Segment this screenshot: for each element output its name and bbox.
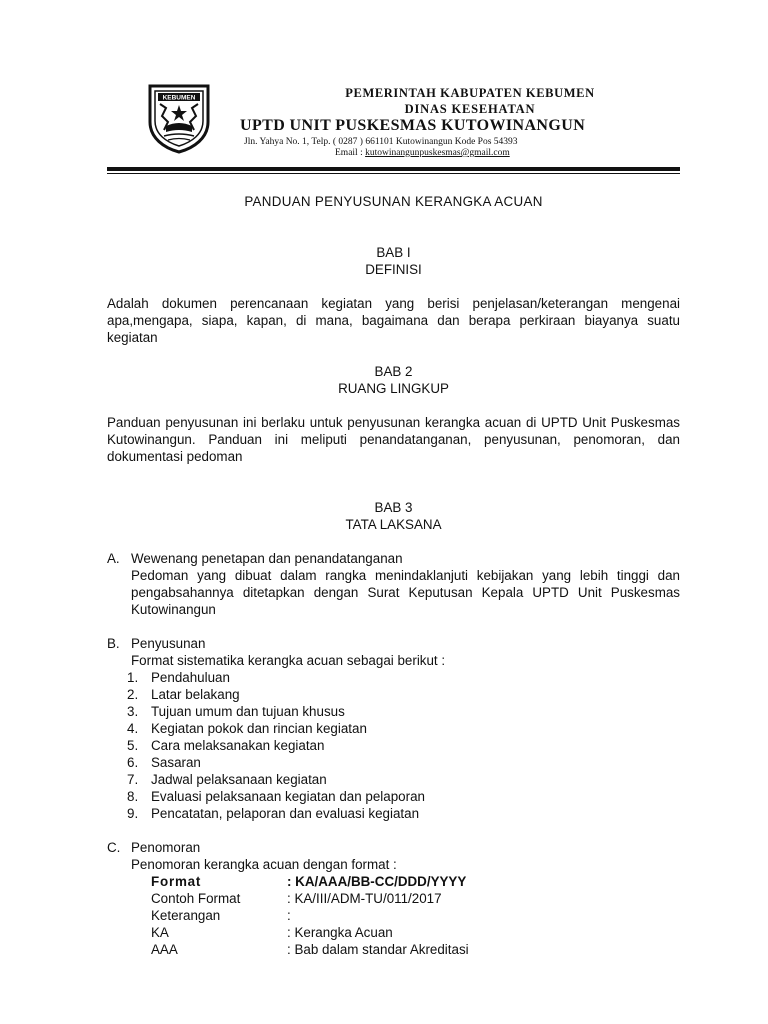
section-c [107, 839, 680, 873]
address-line: Jln. Yahya No. 1, Telp. ( 0287 ) 661101 Kutowinangun Kode Pos 54393 [244, 137, 518, 147]
kebumen-seal-icon [146, 82, 212, 154]
list-item-text: Tujuan umum dan tujuan khusus [151, 704, 345, 719]
format-value: : [287, 908, 291, 923]
list-item [107, 720, 680, 737]
government-name: PEMERINTAH KABUPATEN KEBUMEN [345, 86, 595, 100]
list-item [107, 771, 680, 788]
list-item [107, 788, 680, 805]
format-value: : KA/III/ADM-TU/011/2017 [287, 891, 442, 906]
list-item-number: 3. [127, 704, 139, 719]
list-item-number: 5. [127, 738, 139, 753]
section-a-title: Wewenang penetapan dan penandatanganan [131, 551, 403, 566]
list-item-text: Pendahuluan [151, 670, 230, 685]
list-item-text: Pencatatan, pelaporan dan evaluasi kegiatan [151, 806, 420, 821]
list-item-number: 7. [127, 772, 139, 787]
format-key: Contoh Format [151, 891, 241, 906]
list-item [107, 737, 680, 754]
institution-name: UPTD UNIT PUSKESMAS KUTOWINANGUN [240, 117, 586, 134]
bab1-paragraph: Adalah dokumen perencanaan kegiatan yang berisi penjelasan/keterangan mengenai apa,mengapa, siapa, kapan, di mana, bagaimana dan berapa perkiraan biayanya suatu kegiatan [107, 296, 680, 345]
format-row [151, 873, 680, 890]
section-b-letter: B. [107, 636, 120, 651]
letterhead-divider-thin [107, 173, 680, 174]
format-key: AAA [151, 942, 178, 957]
bab2-number: BAB 2 [374, 364, 413, 379]
seal-text: KEBUMEN [162, 94, 196, 102]
bab3-heading: TATA LAKSANA [345, 517, 442, 532]
format-row [151, 924, 680, 941]
section-c-intro: Penomoran kerangka acuan dengan format : [131, 857, 397, 872]
section-b-intro: Format sistematika kerangka acuan sebagai berikut : [131, 653, 446, 668]
section-b [107, 635, 680, 669]
email-label: Email : [335, 148, 366, 158]
email-line [240, 148, 680, 158]
section-a-letter: A. [107, 551, 120, 566]
section-a-paragraph: Pedoman yang dibuat dalam rangka menindaklanjuti kebijakan yang lebih tinggi dan pengabsahannya ditetapkan dengan Surat Keputusan Kepala UPTD Unit Puskesmas Kutowinangun [131, 568, 680, 617]
list-item-text: Cara melaksanakan kegiatan [151, 738, 325, 753]
list-item-number: 8. [127, 789, 139, 804]
bab1-number: BAB I [376, 245, 411, 260]
letterhead-divider-thick [107, 167, 680, 171]
document-body [107, 193, 680, 958]
email-address: kutowinangunpuskesmas@gmail.com [365, 148, 510, 158]
section-c-title: Penomoran [131, 840, 201, 855]
list-item-number: 1. [127, 670, 139, 685]
list-item-text: Sasaran [151, 755, 201, 770]
format-row [151, 907, 680, 924]
list-item-text: Jadwal pelaksanaan kegiatan [151, 772, 327, 787]
list-item [107, 686, 680, 703]
section-c-letter: C. [107, 840, 121, 855]
format-value: : KA/AAA/BB-CC/DDD/YYYY [287, 874, 467, 889]
list-item-number: 9. [127, 806, 139, 821]
numbering-format-table [107, 873, 680, 958]
bab3-number: BAB 3 [374, 500, 413, 515]
list-item-text: Kegiatan pokok dan rincian kegiatan [151, 721, 367, 736]
bab2-paragraph: Panduan penyusunan ini berlaku untuk penyusunan kerangka acuan di UPTD Unit Puskesmas Kutowinangun. Panduan ini meliputi penandatanganan, penyusunan, penomoran, dan dokumentasi pedoman [107, 415, 680, 464]
format-row [151, 941, 680, 958]
section-b-title: Penyusunan [131, 636, 206, 651]
format-key: KA [151, 925, 169, 940]
section-a [107, 550, 680, 618]
bab1-heading: DEFINISI [365, 262, 422, 277]
letterhead-text [240, 86, 680, 158]
list-item-number: 6. [127, 755, 139, 770]
list-item-number: 4. [127, 721, 139, 736]
list-item-text: Evaluasi pelaksanaan kegiatan dan pelaporan [151, 789, 425, 804]
format-row [151, 890, 680, 907]
list-item-text: Latar belakang [151, 687, 240, 702]
list-item-number: 2. [127, 687, 139, 702]
bab2-heading: RUANG LINGKUP [338, 381, 449, 396]
letterhead [140, 82, 680, 162]
sistematika-list [107, 669, 680, 822]
document-title: PANDUAN PENYUSUNAN KERANGKA ACUAN [244, 194, 543, 209]
list-item [107, 805, 680, 822]
format-key: Keterangan [151, 908, 221, 923]
list-item [107, 754, 680, 771]
department-name: DINAS KESEHATAN [404, 102, 536, 116]
format-value: : Kerangka Acuan [287, 925, 393, 940]
list-item [107, 669, 680, 686]
format-value: : Bab dalam standar Akreditasi [287, 942, 469, 957]
format-key: Format [151, 874, 202, 889]
list-item [107, 703, 680, 720]
